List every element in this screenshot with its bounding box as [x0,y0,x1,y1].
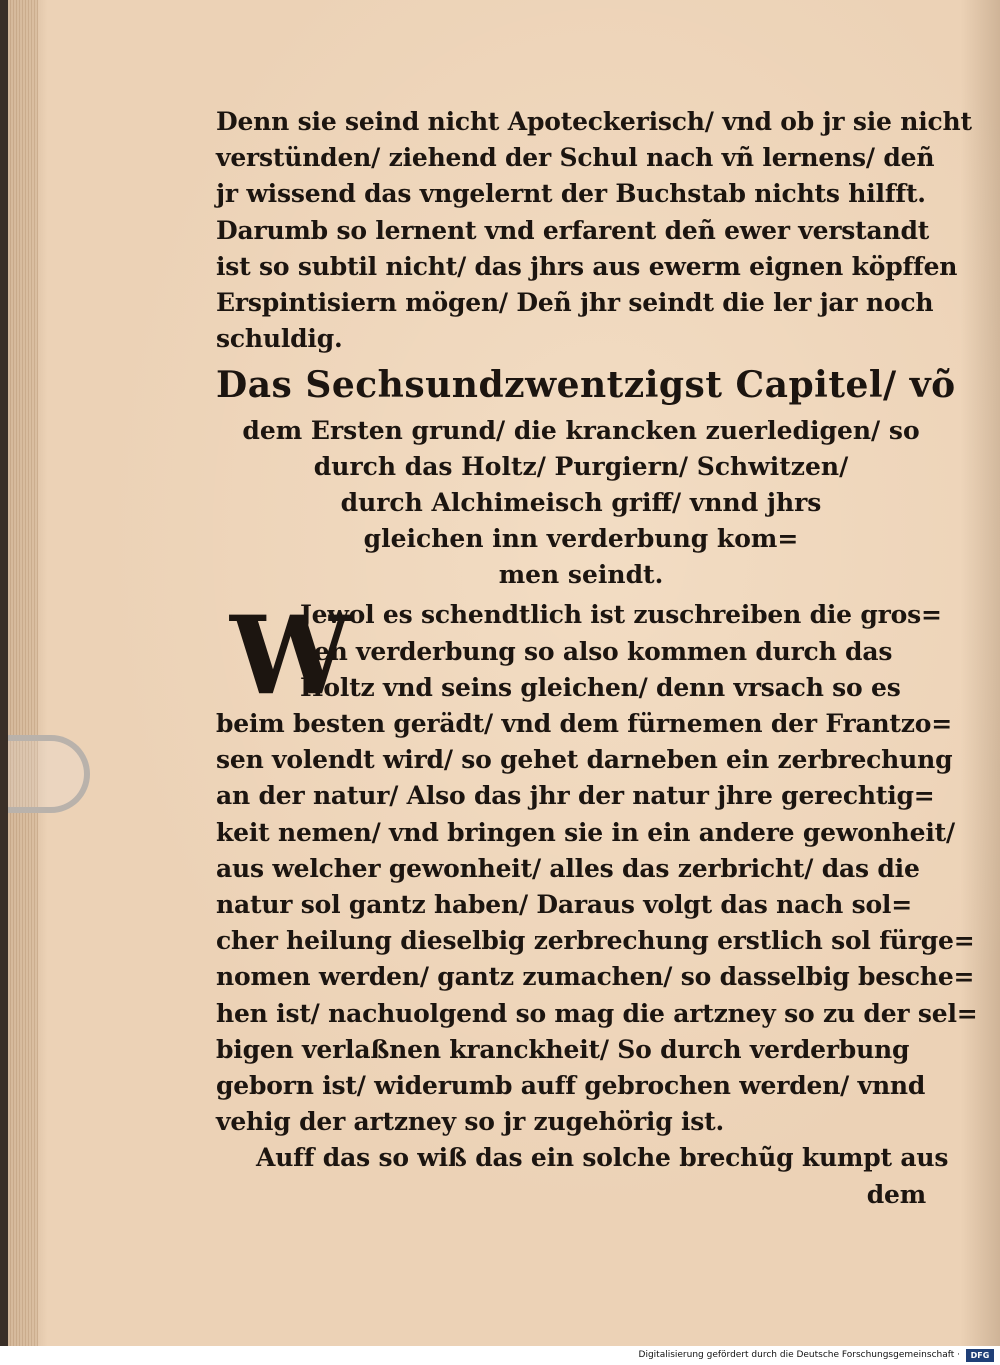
text-line: schuldig. [216,324,343,354]
text-line: Holtz vnd seins gleichen/ denn vrsach so es [300,672,901,702]
text-line: durch Alchimeisch griff/ vnnd jhrs [340,488,822,518]
text-line: hen ist/ nachuolgend so mag die artzney so zu der sel= [216,998,978,1028]
catchword: dem [866,1179,926,1209]
text-line: Denn sie seind nicht Apoteckerisch/ vnd ob jr sie nicht [216,107,972,136]
text-line: cher heilung dieselbig zerbrechung erstlich sol fürge= [216,926,975,956]
text-line: sen verderbung so also kommen durch das [300,636,893,666]
text-line: beim besten gerädt/ vnd dem fürnemen der Frantzo= [216,709,952,739]
text-line: an der natur/ Also das jhr der natur jhre gerechtig= [216,781,935,811]
text-line: Jewol es schendtlich ist zuschreiben die gros= [300,600,942,630]
text-line: keit nemen/ vnd bringen sie in ein andere gewonheit/ [216,817,955,847]
text-block [216,104,978,1213]
text-line: jr wissend das vngelernt der Buchstab nichts hilfft. [216,179,926,209]
text-line: Erspintisiern mögen/ Deñ jhr seindt die ler jar noch [216,288,934,318]
text-line: vehig der artzney so jr zugehörig ist. [216,1107,725,1137]
book-page [8,0,1000,1346]
paragraph-3: Auff das so wiß das ein solche brechũg kumpt aus [256,1143,949,1173]
text-line: Darumb so lernent vnd erfarent deñ ewer verstandt [216,215,930,245]
paper-clip [8,735,90,813]
chapter-subtitle [216,413,946,593]
chapter-heading [216,357,956,593]
text-line: natur sol gantz haben/ Daraus volgt das nach sol= [216,890,912,920]
text-line: durch das Holtz/ Purgiern/ Schwitzen/ [313,452,849,482]
footer-bar [0,1346,1000,1365]
page-edges [8,0,38,1346]
paragraph-2 [216,593,978,1140]
chapter-title: Das Sechsundzwentzigst Capitel/ võ [216,364,956,407]
text-line: geborn ist/ widerumb auff gebrochen werden/ vnnd [216,1071,926,1101]
text-line: gleichen inn verderbung kom= [363,524,799,554]
footer-text: Digitalisierung gefördert durch die Deutsche Forschungsgemeinschaft · [638,1350,960,1360]
text-line: ist so subtil nicht/ das jhrs aus ewerm eignen köpffen [216,251,958,281]
dfg-logo: DFG [966,1349,994,1362]
text-line: nomen werden/ gantz zumachen/ so dasselbig besche= [216,962,975,992]
body-lines [216,706,978,1140]
text-line: aus welcher gewonheit/ alles das zerbricht/ das die [216,853,920,883]
text-line: sen volendt wird/ so gehet darneben ein zerbrechung [216,745,953,775]
paragraph-1 [216,104,972,357]
decorated-initial: W [230,593,352,720]
text-line: verstünden/ ziehend der Schul nach vñ lernens/ deñ [216,143,935,173]
text-line: men seindt. [498,560,664,590]
text-line: bigen verlaßnen kranckheit/ So durch verderbung [216,1034,910,1064]
text-line: dem Ersten grund/ die krancken zuerledigen/ so [242,416,920,446]
